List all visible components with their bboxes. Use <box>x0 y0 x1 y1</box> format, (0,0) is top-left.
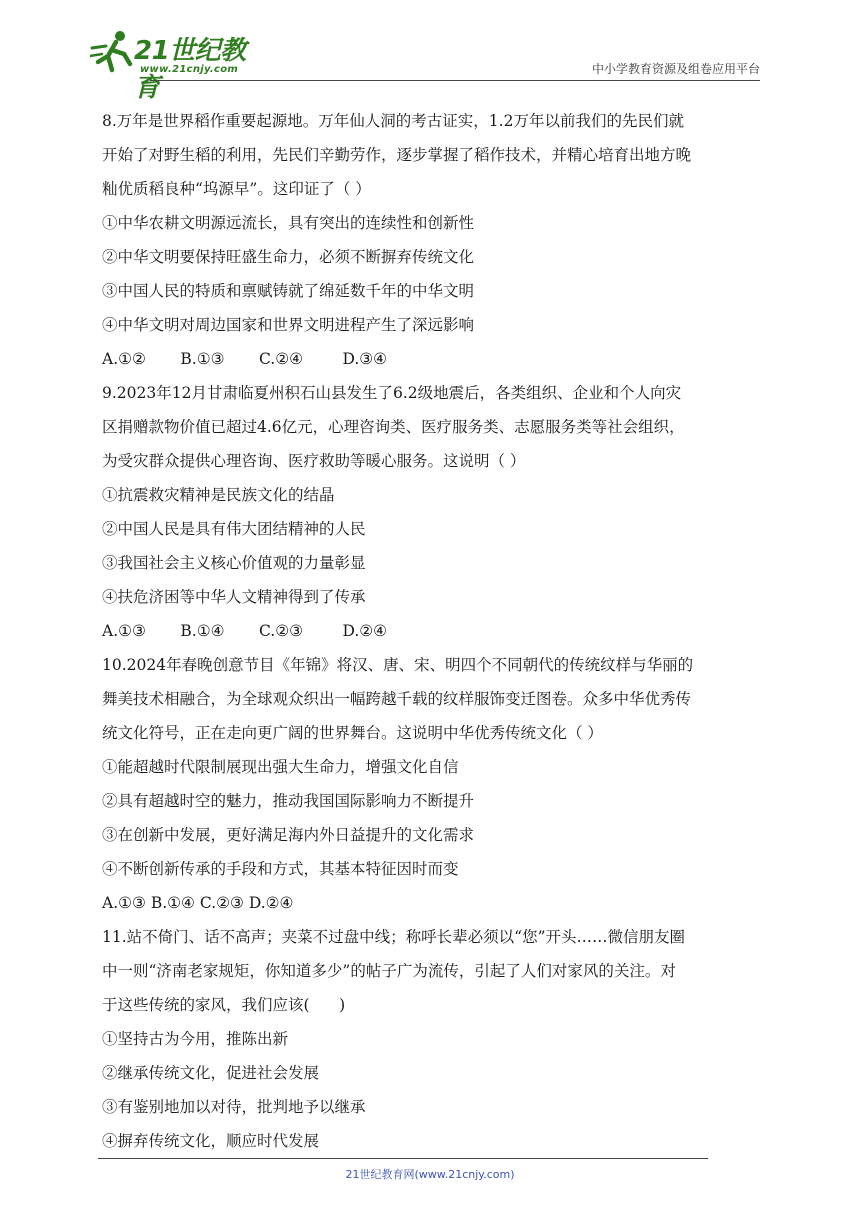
question-text: 于这些传统的家风，我们应该( ) <box>102 996 346 1014</box>
statement-option: ①抗震救灾精神是民族文化的结晶 <box>102 486 335 504</box>
logo-url: www.21cnjy.com <box>140 64 239 75</box>
page-header <box>90 22 760 103</box>
statement-option: ④不断创新传承的手段和方式，其基本特征因时而变 <box>102 860 459 878</box>
statement-option: ③有鉴别地加以对待，批判地予以继承 <box>102 1098 366 1116</box>
footer-divider <box>98 1158 708 1159</box>
header-divider <box>150 80 760 81</box>
statement-option: ①能超越时代限制展现出强大生命力，增强文化自信 <box>102 758 459 776</box>
statement-option: ④摒弃传统文化，顺应时代发展 <box>102 1132 320 1150</box>
statement-option: ①中华农耕文明源远流长，具有突出的连续性和创新性 <box>102 214 475 232</box>
site-logo <box>90 26 250 103</box>
statement-option: ④中华文明对周边国家和世界文明进程产生了深远影响 <box>102 316 475 334</box>
question-text: 区捐赠款物价值已超过4.6亿元，心理咨询类、医疗服务类、志愿服务类等社会组织， <box>102 418 685 436</box>
statement-option: ④扶危济困等中华人文精神得到了传承 <box>102 588 366 606</box>
platform-name: 中小学教育资源及组卷应用平台 <box>591 62 760 76</box>
answer-choices: A.①② B.①③ C.②④ D.③④ <box>102 350 388 368</box>
question-11 <box>102 920 762 1158</box>
question-9 <box>102 376 762 648</box>
question-8 <box>102 104 762 376</box>
question-text: 中一则“济南老家规矩，你知道多少”的帖子广为流传，引起了人们对家风的关注。对 <box>102 962 676 980</box>
statement-option: ②具有超越时空的魅力，推动我国国际影响力不断提升 <box>102 792 475 810</box>
question-text: 为受灾群众提供心理咨询、医疗救助等暖心服务。这说明（ ） <box>102 452 526 470</box>
question-text: 11.站不倚门、话不高声；夹菜不过盘中线；称呼长辈必须以“您”开头……微信朋友圈 <box>102 928 686 946</box>
statement-option: ②中华文明要保持旺盛生命力，必须不断摒弃传统文化 <box>102 248 475 266</box>
question-text: 籼优质稻良种“坞源早”。这印证了（ ） <box>102 180 371 198</box>
statement-option: ②继承传统文化，促进社会发展 <box>102 1064 320 1082</box>
answer-choices: A.①③ B.①④ C.②③ D.②④ <box>102 622 388 640</box>
runner-icon <box>90 28 138 74</box>
question-text: 统文化符号，正在走向更广阔的世界舞台。这说明中华优秀传统文化（ ） <box>102 724 603 742</box>
statement-option: ②中国人民是具有伟大团结精神的人民 <box>102 520 366 538</box>
question-text: 舞美技术相融合，为全球观众织出一幅跨越千载的纹样服饰变迁图卷。众多中华优秀传 <box>102 690 692 708</box>
statement-option: ③中国人民的特质和禀赋铸就了绵延数千年的中华文明 <box>102 282 475 300</box>
question-text: 9.2023年12月甘肃临夏州积石山县发生了6.2级地震后，各类组织、企业和个人向灾 <box>102 384 682 402</box>
statement-option: ③我国社会主义核心价值观的力量彰显 <box>102 554 366 572</box>
question-text: 10.2024年春晚创意节目《年锦》将汉、唐、宋、明四个不同朝代的传统纹样与华丽的 <box>102 656 694 674</box>
question-10 <box>102 648 762 920</box>
answer-choices: A.①③ B.①④ C.②③ D.②④ <box>102 894 294 912</box>
page-footer: 21世纪教育网(www.21cnjy.com) <box>345 1168 515 1181</box>
statement-option: ①坚持古为今用，推陈出新 <box>102 1030 289 1048</box>
question-list <box>102 104 762 1158</box>
logo-text: 21世纪教育 <box>134 36 246 103</box>
statement-option: ③在创新中发展，更好满足海内外日益提升的文化需求 <box>102 826 475 844</box>
question-text: 开始了对野生稻的利用，先民们辛勤劳作，逐步掌握了稻作技术，并精心培育出地方晚 <box>102 146 692 164</box>
question-text: 8.万年是世界稻作重要起源地。万年仙人洞的考古证实，1.2万年以前我们的先民们就 <box>102 112 684 130</box>
